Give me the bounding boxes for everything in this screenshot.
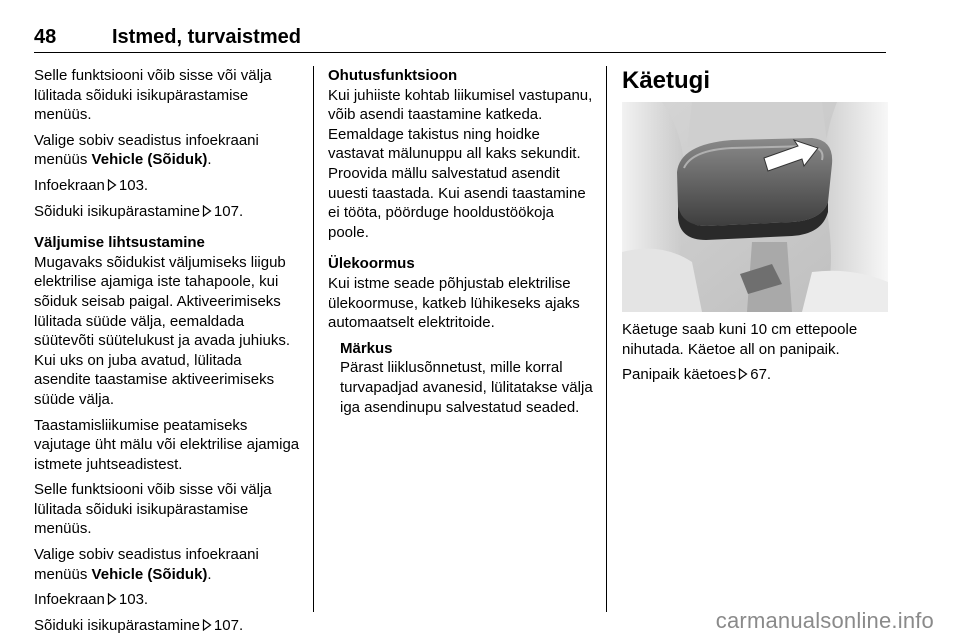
reference-text: Panipaik käetoes (622, 366, 737, 384)
subheading: Ülekoormus (328, 255, 415, 273)
text: . (207, 151, 212, 169)
page-ref: 107. (213, 616, 244, 634)
section-title: Käetugi (622, 67, 711, 94)
note-text: Pärast liiklusõnnetust, mille korral turvapadjad avanesid, lülitatakse välja iga asendinupu salvestatud seaded. (340, 359, 593, 416)
text: Valige sobiv seadistus infoekraani menüüs (34, 131, 259, 169)
text: . (207, 565, 212, 583)
page-reference-icon (202, 205, 212, 217)
note-box (328, 339, 594, 417)
paragraph (34, 545, 300, 584)
page-ref: 103. (118, 591, 149, 609)
armrest-photo (622, 102, 888, 312)
page-reference-icon (107, 179, 117, 191)
paragraph: Selle funktsiooni võib sisse või välja lülitada sõiduki isikupärastamise menüüs. (34, 67, 272, 124)
column-left (34, 66, 300, 641)
watermark: carmanualsonline.info (715, 608, 934, 633)
page-reference-icon (202, 619, 212, 631)
paragraph (34, 131, 300, 170)
text: Valige sobiv seadistus infoekraani menüüs (34, 546, 259, 583)
paragraph: Kui juhiiste kohtab liikumisel vastupanu, võib asendi taastamine katkeda. Eemaldage takistus ning hoidke vastavat mälunuppu all kaks sekundit. Proovida mällu salvestatud asendit uuesti taastada. Kui asendi taastamine ei tööta, pöörduge hooldustöökoja poole. (328, 86, 593, 241)
page-title: Istmed, turvaistmed (112, 26, 301, 48)
page-number: 48 (34, 26, 57, 48)
column-right (622, 66, 888, 391)
paragraph: Taastamisliikumise peatamiseks vajutage üht mälu või elektrilise ajamiga istmete juhtseadistest. (34, 416, 300, 473)
reference-text: Infoekraan (34, 176, 105, 194)
page-ref: 103. (118, 176, 149, 194)
subheading: Väljumise lihtsustamine (34, 234, 205, 252)
cross-reference (34, 176, 300, 196)
page-reference-icon (107, 593, 117, 605)
reference-text: Infoekraan (34, 591, 105, 609)
column-middle (328, 66, 594, 423)
reference-text: Sõiduki isikupärastamine (34, 616, 200, 634)
cross-reference (34, 202, 300, 222)
page-header (34, 22, 886, 53)
subheading: Ohutusfunktsioon (328, 67, 458, 84)
column-divider (313, 66, 314, 612)
paragraph: Käetuge saab kuni 10 cm ettepoole nihutada. Käetoe all on panipaik. (622, 321, 858, 358)
page-reference-icon (738, 368, 748, 380)
paragraph: Mugavaks sõidukist väljumiseks liigub elektrilise ajamiga iste tahapoole, kui sõiduk seisab paigal. Aktiveerimiseks lülitada süüde välja, eemaldada süütevõti süütelukust ja avada juhiuks. Kui uks on juba avatud, lülitada asendite taastamise aktiveerimiseks süüde välja. (34, 253, 290, 408)
cross-reference (622, 365, 888, 385)
menu-name: Vehicle (Sõiduk) (91, 151, 208, 169)
note-title: Märkus (340, 339, 393, 357)
column-divider (606, 66, 607, 612)
reference-text: Sõiduki isikupärastamine (34, 202, 200, 220)
paragraph: Selle funktsiooni võib sisse või välja lülitada sõiduki isikupärastamise menüüs. (34, 481, 272, 538)
page-ref: 67. (750, 366, 772, 384)
cross-reference (34, 590, 300, 610)
paragraph: Kui istme seade põhjustab elektrilise ülekoormuse, katkeb lühikeseks ajaks automaatselt elektritoide. (328, 274, 580, 332)
cross-reference (34, 616, 300, 636)
page-ref: 107. (213, 202, 244, 220)
menu-name: Vehicle (Sõiduk) (91, 565, 208, 583)
